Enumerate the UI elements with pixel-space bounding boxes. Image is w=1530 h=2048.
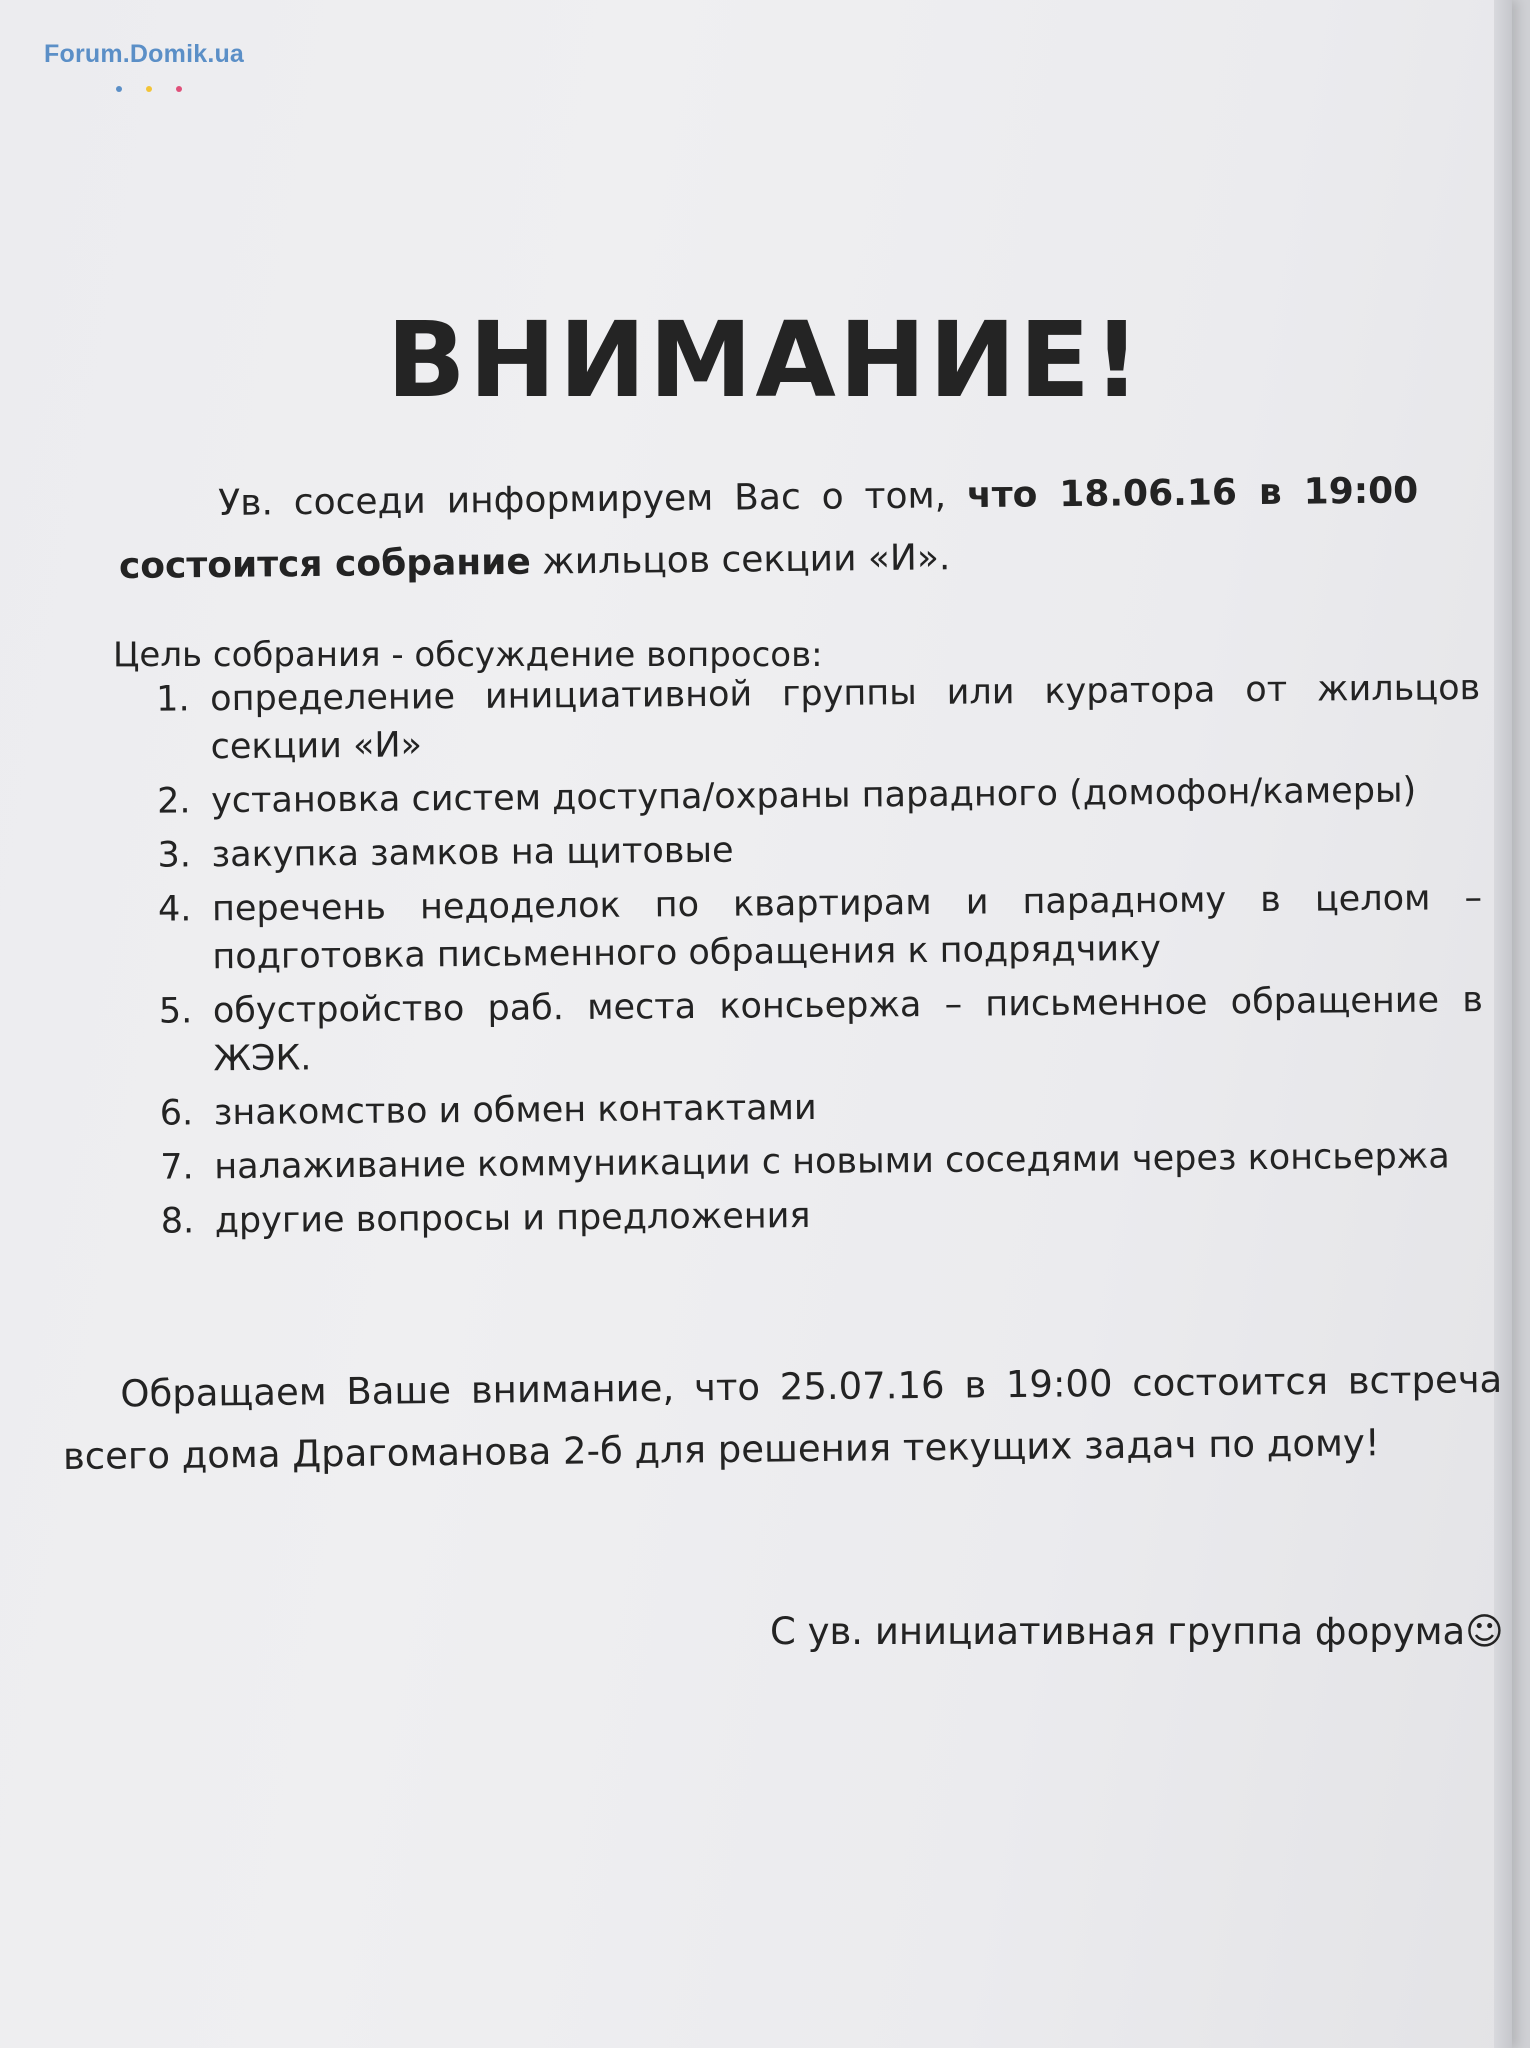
agenda-item-text: определение инициативной группы или куратора от жильцов секции «И»: [210, 668, 1481, 768]
agenda-item: [123, 976, 1484, 1084]
agenda-item-number: 8.: [160, 1201, 195, 1242]
agenda-item-text: закупка замков на щитовые: [211, 830, 734, 876]
intro-text-end: жильцов секции «И».: [530, 537, 951, 583]
agenda-item-text: налаживание коммуникации с новыми соседями через консьержа: [214, 1136, 1450, 1188]
forum-watermark: [44, 40, 244, 69]
agenda-item: [125, 1186, 1485, 1246]
intro-paragraph: [118, 460, 1419, 598]
agenda-item-text: обустройство раб. места консьержа – письменное обращение в ЖЭК.: [212, 980, 1484, 1080]
agenda-item-number: 7.: [160, 1147, 194, 1188]
agenda-item: [120, 664, 1481, 772]
agenda-item-text: знакомство и обмен контактами: [213, 1087, 817, 1134]
closing-paragraph: Обращаем Ваше внимание, что 25.07.16 в 19:00 состоится встреча всего дома Драгоманова 2-б для решения текущих задач по дому!: [62, 1357, 1503, 1478]
agenda-item: [122, 874, 1483, 982]
agenda-item-number: 4.: [157, 889, 192, 930]
agenda-item-number: 6.: [159, 1093, 194, 1134]
agenda-item: [124, 1078, 1484, 1138]
agenda-item-text: перечень недоделок по квартирам и парадному в целом – подготовка письменного обращения к подрядчику: [211, 878, 1483, 978]
agenda-item-number: 5.: [158, 991, 193, 1032]
meeting-date-highlight: что 18.06.16 в 19:00 состоится собрание: [118, 470, 1419, 587]
watermark-dot: [176, 86, 182, 92]
agenda-item-text: другие вопросы и предложения: [214, 1195, 811, 1242]
agenda-item-number: 3.: [157, 835, 192, 876]
watermark-text: Forum.Domik.ua: [44, 40, 245, 68]
agenda-item: [124, 1132, 1484, 1192]
agenda-item: [121, 820, 1481, 880]
agenda-item-number: 1.: [156, 679, 190, 720]
agenda-item: [121, 766, 1481, 826]
watermark-dot: [146, 86, 152, 92]
intro-text: Ув. соседи информируем Вас о том,: [218, 475, 968, 524]
goal-heading: Цель собрания - обсуждение вопросов:: [113, 635, 823, 675]
watermark-dots: [116, 70, 206, 99]
agenda-item-text: установка систем доступа/охраны парадного (домофон/камеры): [210, 770, 1417, 822]
signature: С ув. инициативная группа форума☺: [770, 1610, 1504, 1653]
notice-title: ВНИМАНИЕ!: [386, 299, 1144, 421]
agenda-item-number: 2.: [156, 781, 191, 822]
agenda-list: [120, 664, 1485, 1252]
watermark-dot: [116, 86, 122, 92]
